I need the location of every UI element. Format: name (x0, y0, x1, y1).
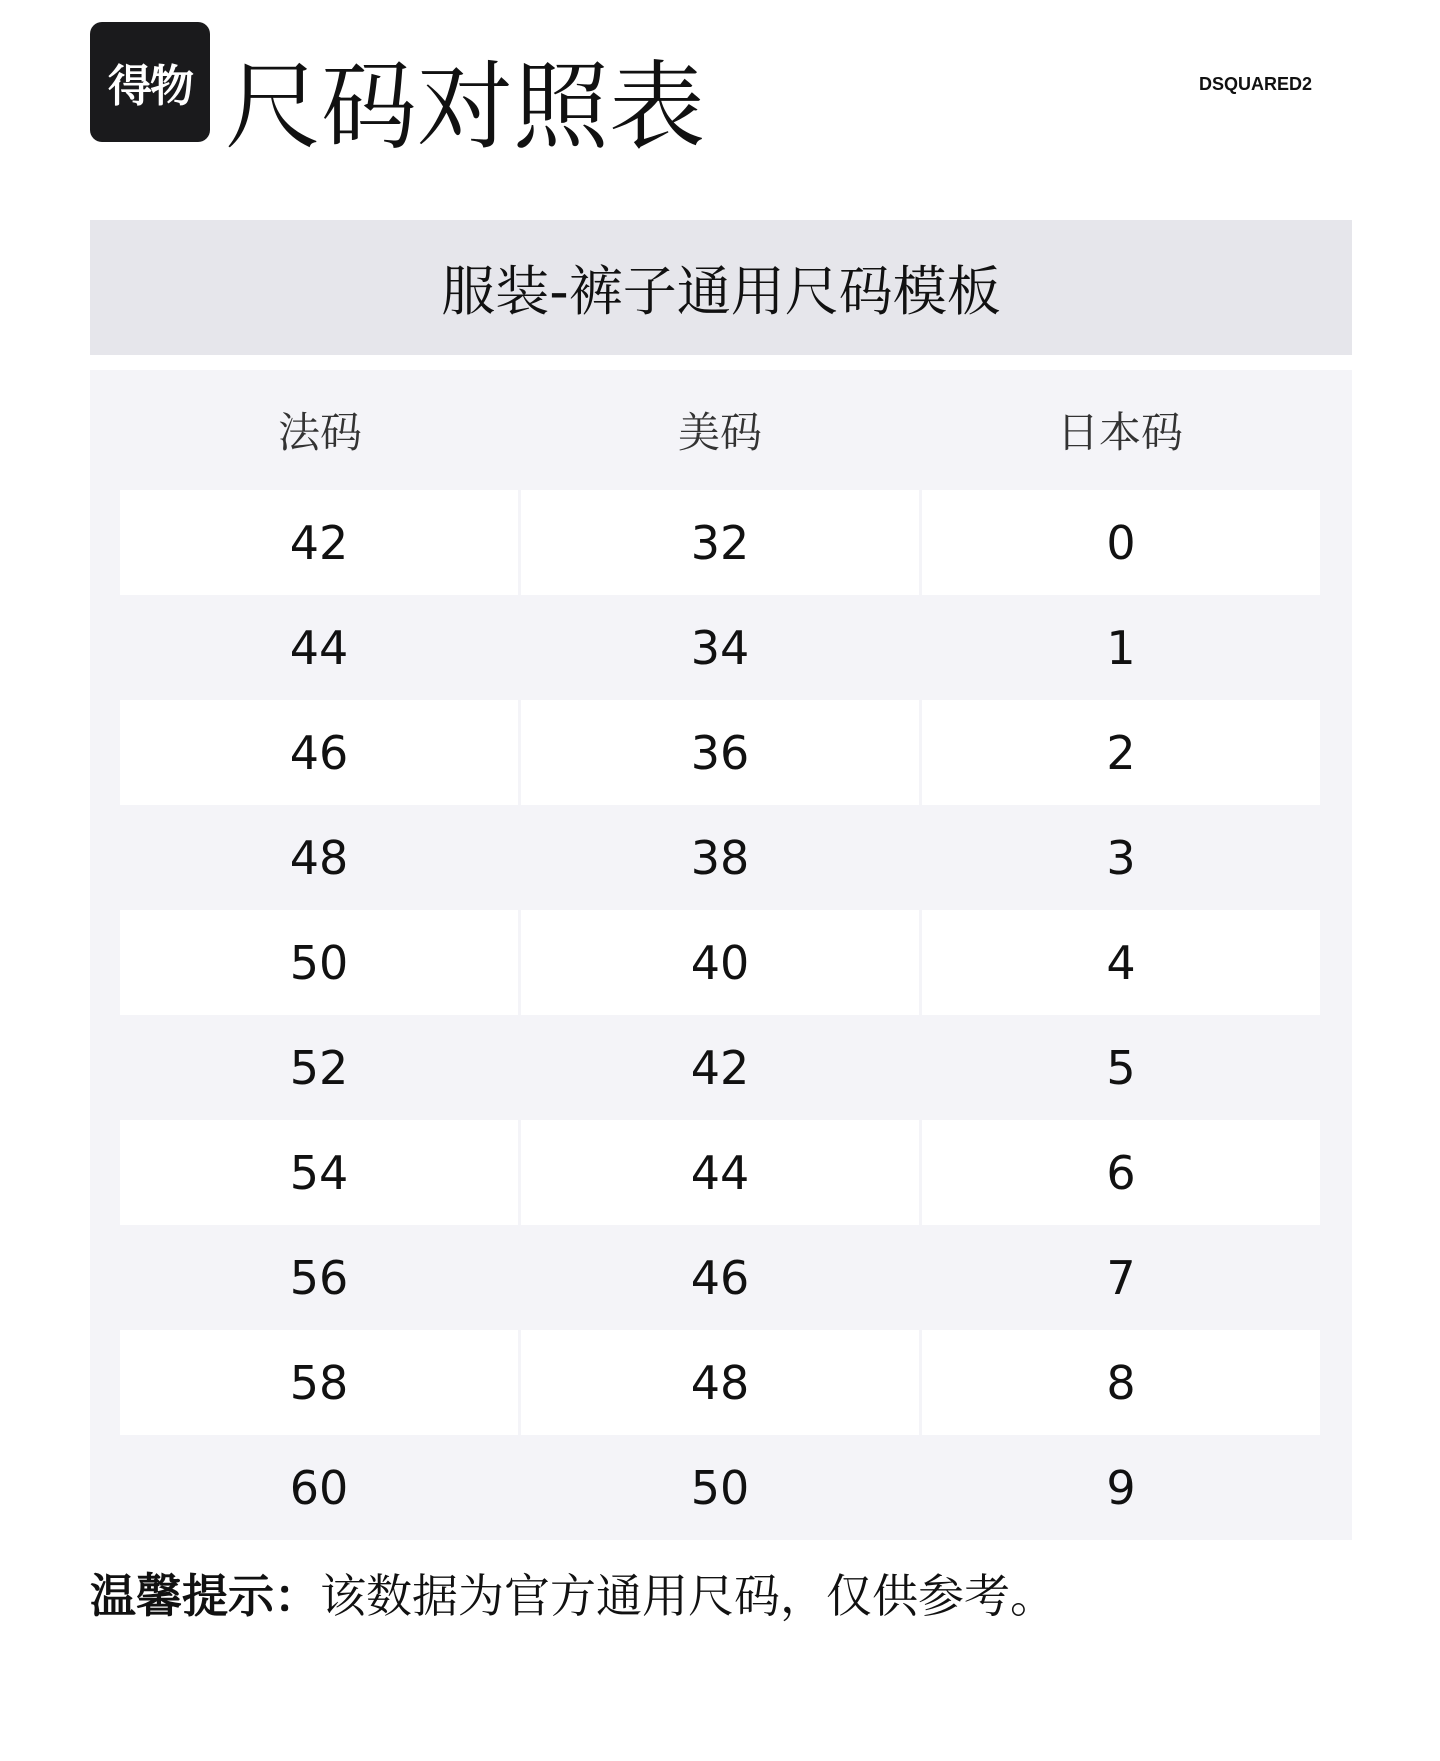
cell-us: 36 (521, 700, 919, 805)
cell-us: 32 (521, 490, 919, 595)
table-row (120, 805, 1320, 910)
note-text: 该数据为官方通用尺码，仅供参考。 (320, 1569, 1056, 1623)
table-body (120, 490, 1320, 1540)
cell-us: 44 (521, 1120, 919, 1225)
table-header-row (120, 370, 1320, 490)
app-logo (90, 22, 210, 142)
cell-fr: 54 (120, 1120, 518, 1225)
size-note (90, 1560, 1056, 1626)
cell-us: 46 (690, 1250, 750, 1305)
note-label: 温馨提示： (90, 1569, 320, 1623)
cell-us: 42 (690, 1040, 750, 1095)
cell-us: 34 (690, 620, 750, 675)
cell-fr: 44 (289, 620, 349, 675)
cell-us: 50 (690, 1460, 750, 1515)
column-header-us: 美码 (677, 408, 762, 457)
cell-jp: 1 (1106, 620, 1136, 675)
table-row (120, 1120, 1320, 1225)
cell-jp: 3 (1106, 830, 1136, 885)
table-row (120, 1330, 1320, 1435)
table-row (120, 490, 1320, 595)
cell-fr: 52 (289, 1040, 349, 1095)
cell-us: 40 (521, 910, 919, 1015)
size-table (90, 370, 1352, 1540)
cell-fr: 50 (120, 910, 518, 1015)
cell-jp: 6 (922, 1120, 1320, 1225)
cell-jp: 0 (922, 490, 1320, 595)
page-title: 尺码对照表 (225, 51, 705, 163)
cell-us: 38 (690, 830, 750, 885)
cell-fr: 46 (120, 700, 518, 805)
cell-jp: 2 (922, 700, 1320, 805)
cell-jp: 4 (922, 910, 1320, 1015)
cell-us: 48 (521, 1330, 919, 1435)
column-header-jp: 日本码 (1056, 408, 1183, 457)
cell-fr: 60 (289, 1460, 349, 1515)
column-header-fr: 法码 (277, 408, 362, 457)
table-row (120, 595, 1320, 700)
cell-jp: 8 (922, 1330, 1320, 1435)
table-row (120, 700, 1320, 805)
table-title-bar (90, 220, 1352, 355)
cell-jp: 7 (1106, 1250, 1136, 1305)
cell-fr: 42 (120, 490, 518, 595)
cell-jp: 5 (1106, 1040, 1136, 1095)
brand-name: DSQUARED2 (1198, 74, 1312, 94)
table-row (120, 1435, 1320, 1540)
cell-fr: 58 (120, 1330, 518, 1435)
table-title: 服装-裤子通用尺码模板 (441, 260, 1001, 323)
cell-fr: 56 (289, 1250, 349, 1305)
logo-text: 得物 (108, 61, 192, 112)
header (90, 22, 1352, 162)
cell-fr: 48 (289, 830, 349, 885)
table-row (120, 1015, 1320, 1120)
table-row (120, 910, 1320, 1015)
cell-jp: 9 (1106, 1460, 1136, 1515)
table-row (120, 1225, 1320, 1330)
